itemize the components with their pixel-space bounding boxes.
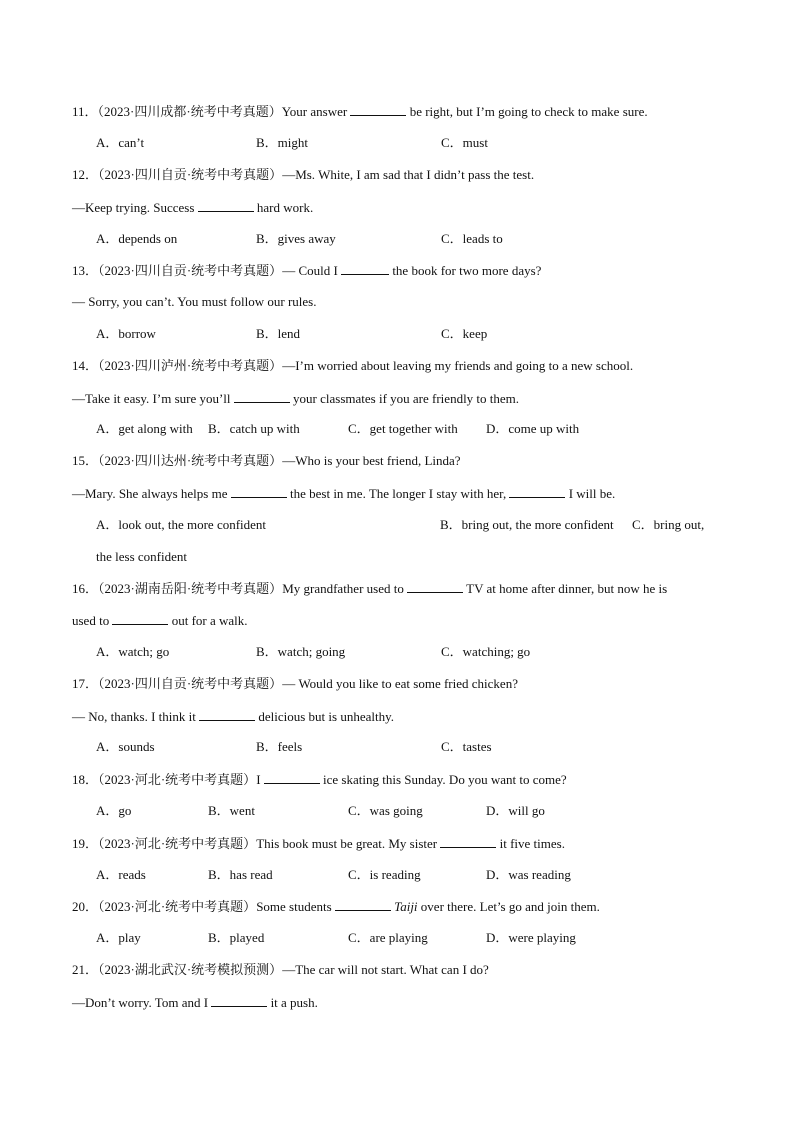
option-c[interactable]: C．bring out, (632, 517, 705, 532)
question-number: 14． (72, 358, 99, 373)
question-source: （2023·湖南岳阳·统考中考真题） (98, 581, 283, 596)
option-b[interactable]: B．bring out, the more confident (440, 517, 614, 532)
question-stem: This book must be great. My sister (256, 836, 441, 851)
question-stem: TV at home after dinner, but now he is (463, 581, 668, 596)
answer-blank (234, 390, 290, 403)
reply-text: hard work. (253, 200, 314, 215)
question-stem: ice skating this Sunday. Do you want to come? (319, 772, 567, 787)
option-d[interactable]: D．come up with (486, 421, 580, 436)
question-number: 18． (72, 772, 99, 787)
option-a[interactable]: A．play (96, 930, 141, 945)
question-16-options (96, 644, 736, 660)
question-source: （2023·四川泸州·统考中考真题） (98, 358, 283, 373)
question-13-reply (72, 294, 316, 310)
answer-blank (440, 835, 496, 848)
option-b[interactable]: B．has read (208, 867, 273, 882)
answer-blank (198, 199, 254, 212)
question-number: 17． (72, 676, 99, 691)
question-number: 11． (72, 104, 98, 119)
reply-text: it a push. (267, 995, 318, 1010)
option-b[interactable]: B．catch up with (208, 421, 300, 436)
option-c[interactable]: C．keep (441, 326, 488, 341)
reply-text: —Don’t worry. Tom and I (72, 995, 212, 1010)
question-17-options (96, 739, 736, 755)
question-11-line (72, 103, 648, 120)
question-18-options (96, 803, 736, 819)
question-stem: out for a walk. (168, 613, 248, 628)
option-a[interactable]: A．reads (96, 867, 146, 882)
option-b[interactable]: B．feels (256, 739, 303, 754)
option-b[interactable]: B．played (208, 930, 265, 945)
option-d[interactable]: D．were playing (486, 930, 576, 945)
reply-text: —Mary. She always helps me (72, 486, 231, 501)
question-15-line (72, 453, 461, 469)
answer-blank (335, 898, 391, 911)
option-b[interactable]: B．watch; going (256, 644, 346, 659)
question-stem: the book for two more days? (389, 263, 542, 278)
question-stem: over there. Let’s go and join them. (417, 899, 600, 914)
reply-text: — Sorry, you can’t. You must follow our rules. (72, 294, 317, 309)
reply-text: the best in me. The longer I stay with her, (286, 486, 510, 501)
reply-text: I will be. (565, 486, 616, 501)
option-c[interactable]: C．are playing (348, 930, 428, 945)
question-stem: — Could I (282, 263, 342, 278)
question-source: （2023·四川自贡·统考中考真题） (98, 263, 283, 278)
answer-blank (407, 580, 463, 593)
question-15-options (96, 517, 736, 533)
question-stem: —I’m worried about leaving my friends and going to a new school. (282, 358, 634, 373)
option-b[interactable]: B．went (208, 803, 255, 818)
question-number: 15． (72, 453, 99, 468)
question-13-line (72, 262, 541, 279)
question-17-line (72, 676, 518, 692)
question-stem: I (256, 772, 264, 787)
question-21-line (72, 962, 489, 978)
reply-text: —Take it easy. I’m sure you’ll (72, 391, 234, 406)
option-a[interactable]: A．watch; go (96, 644, 170, 659)
question-19-options (96, 867, 736, 883)
question-16-line (72, 580, 667, 597)
question-stem: Your answer (281, 104, 351, 119)
question-12-reply (72, 199, 313, 216)
question-source: （2023·四川自贡·统考中考真题） (98, 676, 283, 691)
question-source: （2023·湖北武汉·统考模拟预测） (98, 962, 283, 977)
question-15-reply (72, 485, 615, 502)
question-12-line (72, 167, 534, 183)
question-12-options (96, 231, 736, 247)
answer-blank (509, 485, 565, 498)
option-a[interactable]: A．sounds (96, 739, 155, 754)
question-stem: —The car will not start. What can I do? (282, 962, 489, 977)
answer-blank (112, 612, 168, 625)
question-number: 19． (72, 836, 99, 851)
answer-blank (199, 708, 255, 721)
question-stem: it five times. (496, 836, 565, 851)
option-a[interactable]: A．get along with (96, 421, 193, 436)
italic-term: Taiji (394, 899, 418, 914)
question-number: 21． (72, 962, 99, 977)
question-19-line (72, 835, 565, 852)
option-a[interactable]: A．depends on (96, 231, 178, 246)
option-d[interactable]: D．was reading (486, 867, 571, 882)
option-c[interactable]: C．was going (348, 803, 423, 818)
option-c[interactable]: C．must (441, 135, 488, 150)
question-13-options (96, 326, 736, 342)
question-stem: —Ms. White, I am sad that I didn’t pass the test. (282, 167, 535, 182)
question-16-line-2 (72, 612, 248, 629)
question-stem: My grandfather used to (282, 581, 408, 596)
answer-blank (231, 485, 287, 498)
answer-blank (211, 994, 267, 1007)
option-c-continued[interactable]: the less confident (96, 549, 187, 564)
option-a[interactable]: A．can’t (96, 135, 145, 150)
question-14-options (96, 421, 736, 437)
option-c[interactable]: C．leads to (441, 231, 503, 246)
question-stem: used to (72, 613, 113, 628)
reply-text: — No, thanks. I think it (72, 709, 200, 724)
question-14-reply (72, 390, 519, 407)
option-c[interactable]: C．tastes (441, 739, 492, 754)
option-b[interactable]: B．lend (256, 326, 301, 341)
reply-text: —Keep trying. Success (72, 200, 198, 215)
question-11-options (96, 135, 736, 151)
option-b[interactable]: B．gives away (256, 231, 336, 246)
option-a[interactable]: A．look out, the more confident (96, 517, 267, 532)
option-c[interactable]: C．watching; go (441, 644, 531, 659)
question-number: 13． (72, 263, 99, 278)
question-source: （2023·四川成都·统考中考真题） (97, 104, 282, 119)
reply-text: your classmates if you are friendly to them. (289, 391, 520, 406)
option-a[interactable]: A．go (96, 803, 132, 818)
reply-text: delicious but is unhealthy. (255, 709, 394, 724)
question-21-reply (72, 994, 318, 1011)
question-stem: —Who is your best friend, Linda? (282, 453, 461, 468)
question-18-line (72, 771, 567, 788)
option-a[interactable]: A．borrow (96, 326, 156, 341)
question-stem: — Would you like to eat some fried chicken? (282, 676, 518, 691)
option-b[interactable]: B．might (256, 135, 309, 150)
question-number: 20． (72, 899, 99, 914)
answer-blank (341, 262, 389, 275)
question-stem: be right, but I’m going to check to make sure. (406, 104, 648, 119)
question-source: （2023·河北·统考中考真题） (98, 836, 257, 851)
option-d[interactable]: D．will go (486, 803, 545, 818)
question-14-line (72, 358, 633, 374)
question-17-reply (72, 708, 394, 725)
answer-blank (264, 771, 320, 784)
question-source: （2023·四川自贡·统考中考真题） (98, 167, 283, 182)
question-number: 12． (72, 167, 99, 182)
question-15-options-wrap (96, 549, 736, 565)
question-20-options (96, 930, 736, 946)
question-source: （2023·四川达州·统考中考真题） (98, 453, 283, 468)
question-source: （2023·河北·统考中考真题） (98, 899, 257, 914)
answer-blank (350, 103, 406, 116)
question-number: 16． (72, 581, 99, 596)
question-source: （2023·河北·统考中考真题） (98, 772, 257, 787)
option-c[interactable]: C．get together with (348, 421, 458, 436)
option-c[interactable]: C．is reading (348, 867, 421, 882)
question-20-line (72, 898, 600, 915)
question-stem: Some students (256, 899, 335, 914)
